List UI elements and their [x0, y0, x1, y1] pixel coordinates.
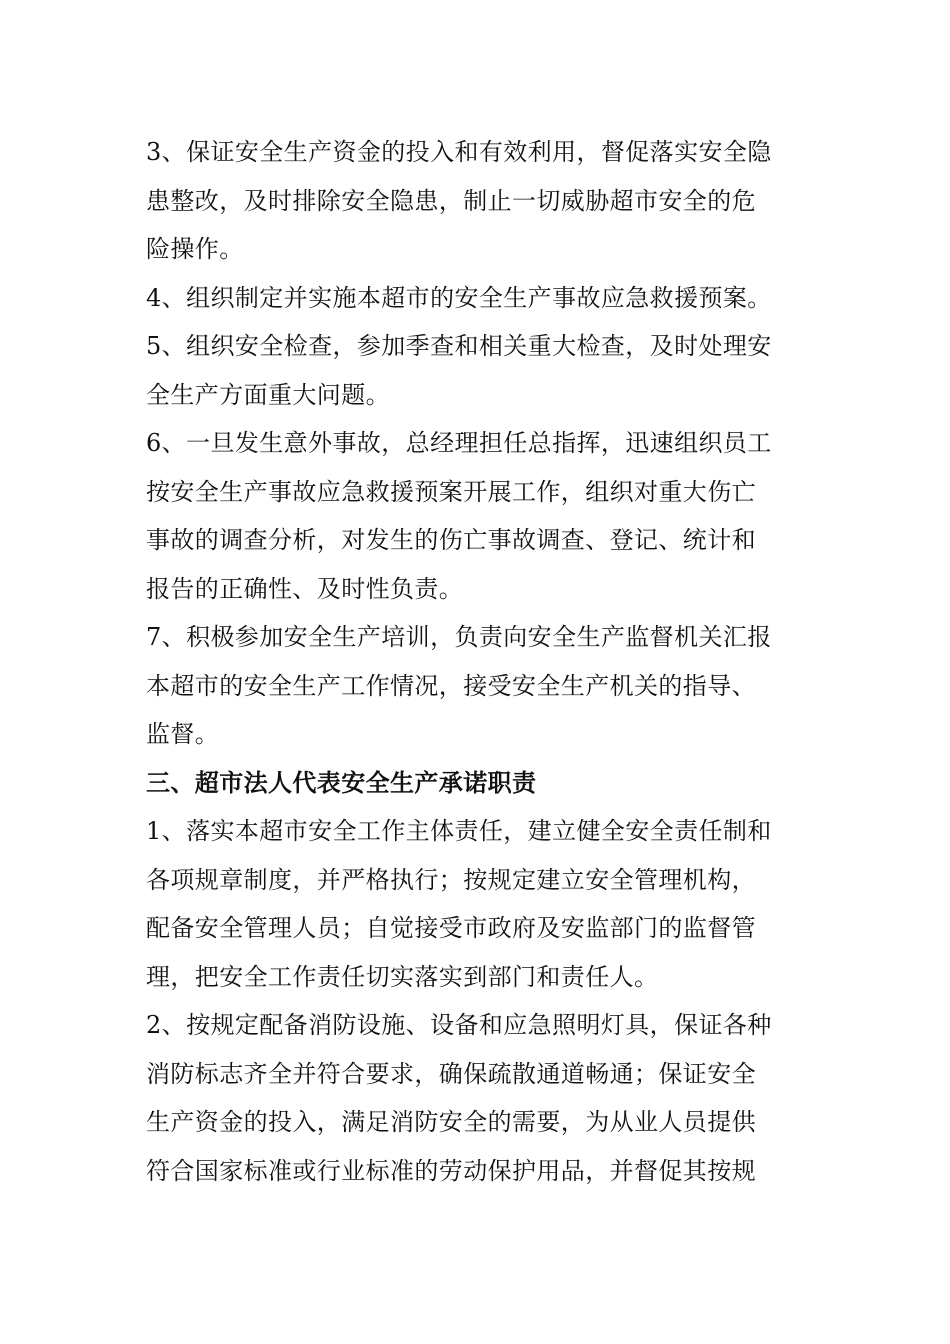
- item-5: [146, 322, 806, 419]
- text-line: 险操作。: [146, 235, 244, 263]
- text-line: 监督。: [146, 720, 220, 748]
- text-line: 患整改，及时排除安全隐患，制止一切威胁超市安全的危: [146, 186, 756, 215]
- text-line: 3、保证安全生产资金的投入和有效利用，督促落实安全隐: [146, 138, 772, 166]
- text-line: 全生产方面重大问题。: [146, 380, 390, 409]
- text-line: 生产资金的投入，满足消防安全的需要，为从业人员提供: [146, 1108, 756, 1136]
- commitment-item-1: [146, 807, 806, 1001]
- commitment-item-2: [146, 1001, 806, 1195]
- text-line: 符合国家标准或行业标准的劳动保护用品，并督促其按规: [146, 1156, 756, 1185]
- text-line: 消防标志齐全并符合要求，确保疏散通道畅通；保证安全: [146, 1059, 756, 1088]
- text-line: 各项规章制度，并严格执行；按规定建立安全管理机构，: [146, 865, 756, 894]
- item-4: [146, 274, 806, 323]
- text-line: 7、积极参加安全生产培训，负责向安全生产监督机关汇报: [146, 623, 772, 651]
- text-line: 理，把安全工作责任切实落实到部门和责任人。: [146, 962, 659, 991]
- text-line: 事故的调查分析，对发生的伤亡事故调查、登记、统计和: [146, 526, 756, 554]
- heading-text: 三、超市法人代表安全生产承诺职责: [146, 768, 537, 797]
- text-line: 4、组织制定并实施本超市的安全生产事故应急救援预案。: [146, 283, 772, 312]
- text-line: 报告的正确性、及时性负责。: [146, 574, 464, 603]
- item-3: [146, 128, 806, 274]
- text-line: 6、一旦发生意外事故，总经理担任总指挥，迅速组织员工: [146, 429, 772, 457]
- text-line: 5、组织安全检查，参加季查和相关重大检查，及时处理安: [146, 332, 772, 360]
- text-line: 按安全生产事故应急救援预案开展工作，组织对重大伤亡: [146, 477, 756, 506]
- item-7: [146, 613, 806, 759]
- item-6: [146, 419, 806, 613]
- text-line: 1、落实本超市安全工作主体责任，建立健全安全责任制和: [146, 817, 772, 845]
- text-line: 2、按规定配备消防设施、设备和应急照明灯具，保证各种: [146, 1011, 772, 1039]
- document-body: [146, 128, 806, 1195]
- text-line: 本超市的安全生产工作情况，接受安全生产机关的指导、: [146, 671, 756, 700]
- text-line: 配备安全管理人员；自觉接受市政府及安监部门的监督管: [146, 914, 756, 942]
- section-heading: [146, 759, 806, 808]
